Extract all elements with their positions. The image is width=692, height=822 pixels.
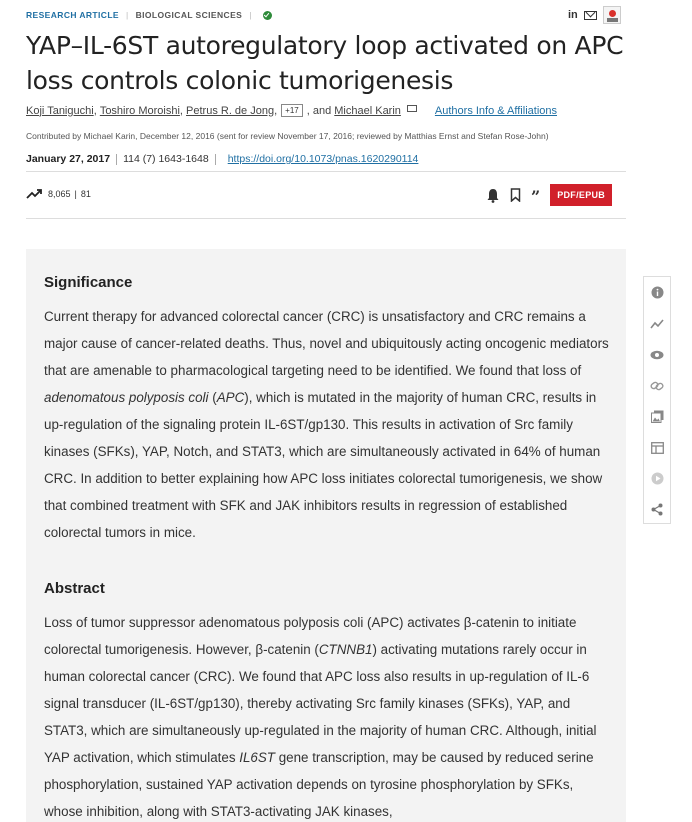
cite-quote-icon[interactable]: ” [531,187,541,206]
section-label[interactable]: BIOLOGICAL SCIENCES [135,10,243,20]
separator: | [125,10,129,20]
citations-count: 81 [80,189,91,199]
volume-issue: 114 (7) 1643-1648 [123,153,209,165]
pdf-epub-button[interactable]: PDF/EPUB [550,184,612,206]
metrics-icon[interactable] [650,316,664,331]
article-metrics[interactable] [26,189,91,199]
significance-text: Current therapy for advanced colorectal cancer (CRC) is unsatisfactory and CRC remains a major cause of cancer-related deaths. Thus, novel and ubiquitously acting oncogenic mediators that are amenable to pharmacological targeting need to be identified. We found that loss of adenomatous polyposis coli (APC), which is mutated in the majority of human CRC, results in up-regulation of the signaling protein IL-6ST/gp130. This results in activation of Src family kinases (SFKs), YAP, Notch, and STAT3, which are simultaneously activated in 64% of human CRC. In addition to better explaining how APC loss initiates colorectal tumorigenesis, we show that combined treatment with SFK and JAK inhibitors results in regression of established colorectal tumors in mice. [44,309,609,540]
divider [26,171,626,172]
article-type-label[interactable]: RESEARCH ARTICLE [26,10,119,20]
link-icon[interactable] [650,378,664,393]
publication-date: January 27, 2017 [26,153,111,165]
article-tools [486,184,612,206]
separator [116,154,117,165]
email-icon[interactable] [584,11,597,20]
significance-heading: Significance [44,274,133,291]
author-link[interactable]: Koji Taniguchi [26,104,94,117]
linkedin-icon[interactable]: in [568,9,578,21]
share-icons [568,6,621,24]
author-list: Koji Taniguchi , Toshiro Moroishi , Petrus R. de Jong , +17 , and Michael Karin Authors Info & Affiliations [26,104,557,117]
bookmark-icon[interactable] [510,188,521,202]
author-link[interactable]: Michael Karin [334,104,401,117]
more-authors-button[interactable]: +17 [281,104,303,117]
and-text: , and [306,104,332,117]
views-count: 8,065 [48,189,71,199]
article-type-bar [26,8,626,22]
media-icon[interactable] [650,471,664,486]
eye-icon[interactable] [650,347,664,362]
corresponding-author-email-icon[interactable] [407,105,417,112]
abstract-text: Loss of tumor suppressor adenomatous polyposis coli (APC) activates β-catenin to initiate colorectal tumorigenesis. However, β-catenin (CTNNB1) activating mutations rarely occur in human colorectal cancer (CRC). We found that APC loss also results in up-regulation of IL-6 signal transducer (IL-6ST/gp130), thereby activating Src family kinases (SFKs), YAP, and STAT3, which are simultaneously up-regulated in the majority of human CRC. Although, initial YAP activation, which stimulates IL6ST gene transcription, may be caused by reduced serine phosphorylation, sustained YAP activation depends on tyrosine phosphorylation by SFKs, whose inhibition, along with STAT3-activating JAK kinases, [44,615,597,819]
alert-bell-icon[interactable] [486,188,500,203]
divider [26,218,626,219]
publication-meta [26,153,418,165]
open-access-check-icon [263,11,272,20]
side-navigation-rail [643,276,671,524]
separator: | [249,10,252,20]
share-icon[interactable] [650,502,664,517]
figures-icon[interactable] [650,409,664,424]
info-icon[interactable] [650,285,664,300]
abstract-heading: Abstract [44,580,105,597]
author-link[interactable]: Petrus R. de Jong [186,104,275,117]
article-content-panel [26,249,626,822]
doi-link[interactable]: https://doi.org/10.1073/pnas.1620290114 [227,153,419,165]
separator [215,154,216,165]
reddit-icon[interactable] [603,6,621,24]
metrics-separator: | [74,189,77,199]
author-link[interactable]: Toshiro Moroishi [99,104,180,117]
trending-icon [26,189,42,199]
tables-icon[interactable] [650,440,664,455]
contribution-note: Contributed by Michael Karin, December 12, 2016 (sent for review November 17, 2016; reviewed by Matthias Ernst and Stefan Rose-John) [26,131,549,141]
authors-affiliations-link[interactable]: Authors Info & Affiliations [434,104,557,117]
article-title: YAP–IL-6ST autoregulatory loop activated on APC loss controls colonic tumorigenesis [26,31,624,95]
